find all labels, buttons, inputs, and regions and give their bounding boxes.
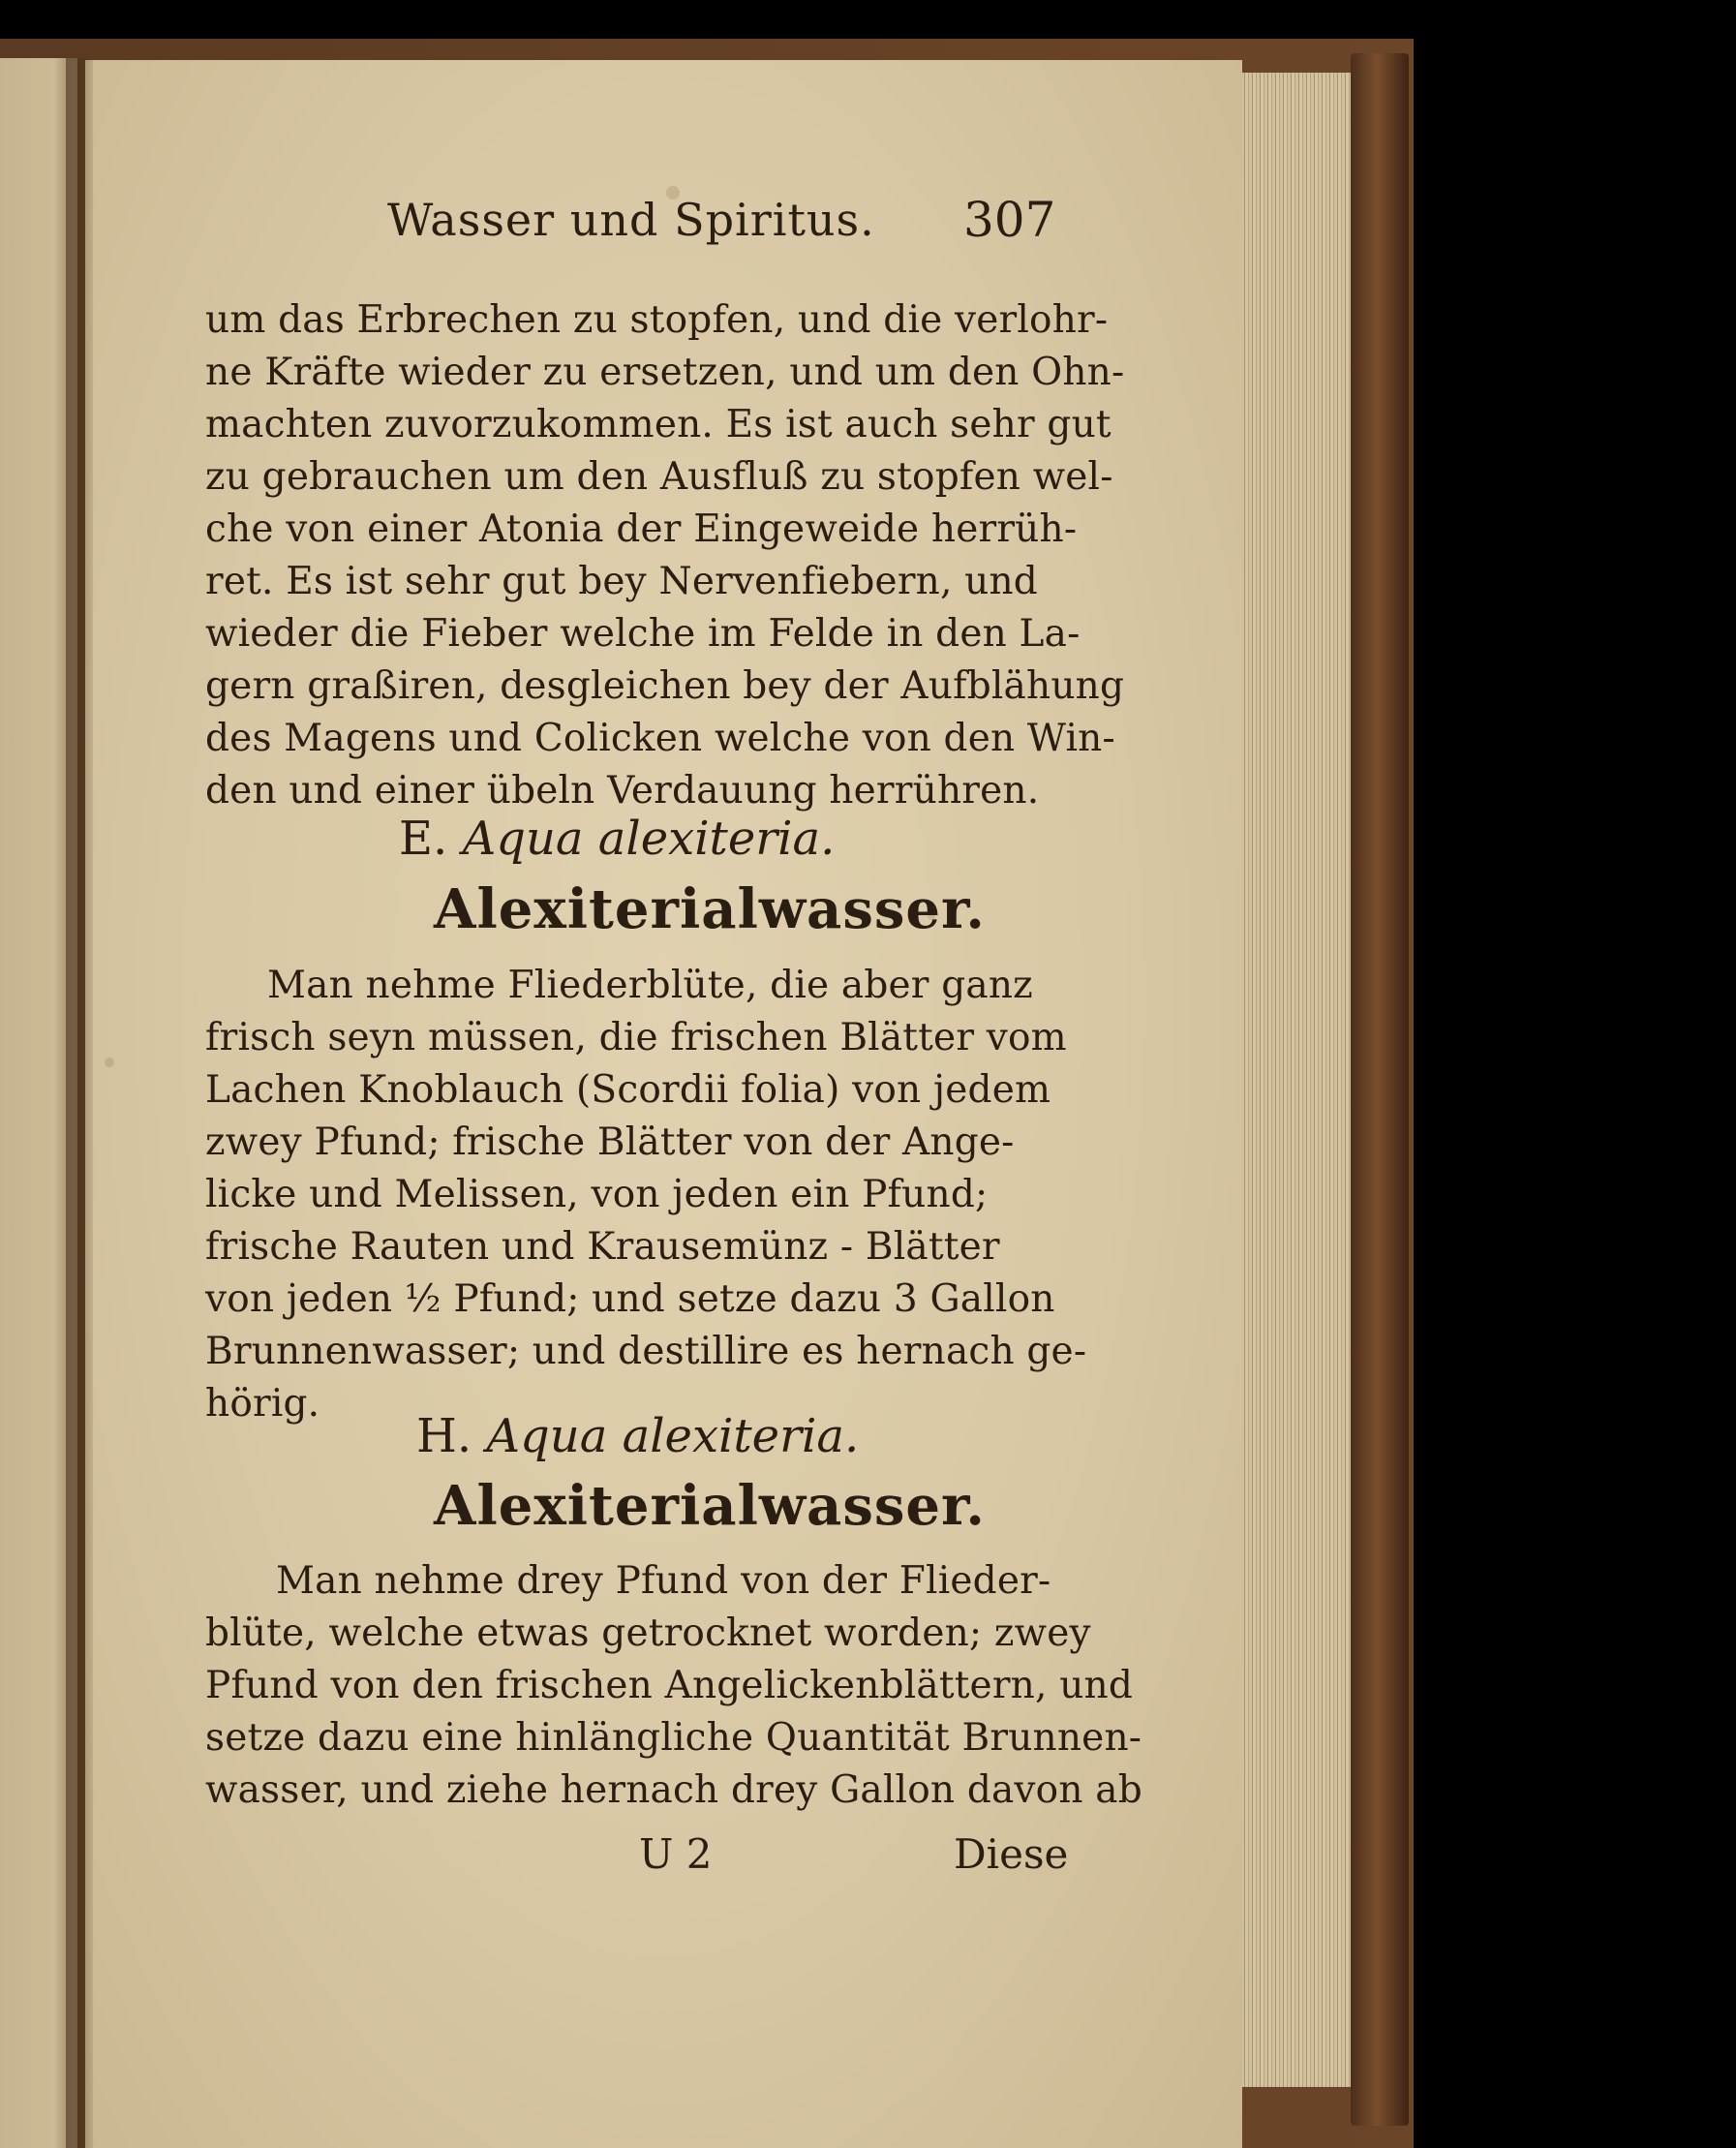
- text-line: zu gebrauchen um den Ausfluß zu stopfen wel-: [205, 455, 1113, 499]
- text-line: von jeden ½ Pfund; und setze dazu 3 Gallon: [205, 1277, 1055, 1321]
- latin-title: Aqua alexiteria.: [486, 1409, 860, 1463]
- text-line: wieder die Fieber welche im Felde in den La-: [205, 612, 1081, 656]
- text-line: hörig.: [205, 1382, 320, 1426]
- section-heading-german: Alexiterialwasser.: [434, 877, 986, 941]
- section-letter: E.: [399, 812, 448, 866]
- text-line: blüte, welche etwas getrocknet worden; zwey: [205, 1611, 1091, 1655]
- text-line: zwey Pfund; frische Blätter von der Ange-: [205, 1120, 1015, 1164]
- text-line: um das Erbrechen zu stopfen, und die verlohr-: [205, 298, 1109, 342]
- text-line: gern graßiren, desgleichen bey der Aufblähung: [205, 664, 1125, 708]
- section-letter: H.: [416, 1409, 472, 1463]
- catchword: Diese: [954, 1830, 1069, 1878]
- section-heading-german: Alexiterialwasser.: [434, 1474, 986, 1538]
- text-line: wasser, und ziehe hernach drey Gallon davon ab: [205, 1768, 1142, 1812]
- latin-title: Aqua alexiteria.: [462, 812, 836, 866]
- text-line: ne Kräfte wieder zu ersetzen, und um den Ohn-: [205, 351, 1125, 394]
- text-line: Lachen Knoblauch (Scordii folia) von jedem: [205, 1068, 1051, 1112]
- section-heading-latin: [399, 812, 835, 866]
- paper-stain: [105, 1058, 114, 1067]
- text-line: licke und Melissen, von jeden ein Pfund;: [205, 1173, 989, 1216]
- page-stack-edges: [1237, 73, 1354, 2087]
- text-line: frisch seyn müssen, die frischen Blätter vom: [205, 1016, 1067, 1059]
- text-line: Brunnenwasser; und destillire es hernach ge-: [205, 1330, 1087, 1373]
- text-line: setze dazu eine hinlängliche Quantität Brunnen-: [205, 1716, 1142, 1760]
- gutter-shadow: [66, 58, 93, 2148]
- signature-mark: U 2: [639, 1830, 713, 1878]
- running-head: Wasser und Spiritus.: [387, 194, 875, 246]
- section-heading-latin: [416, 1409, 859, 1463]
- page-number: 307: [963, 192, 1056, 248]
- text-line: den und einer übeln Verdauung herrühren.: [205, 769, 1040, 813]
- text-line: che von einer Atonia der Eingeweide herrüh-: [205, 507, 1078, 551]
- leather-cover-edge: [1351, 53, 1409, 2126]
- text-line: ret. Es ist sehr gut bey Nervenfiebern, und: [205, 560, 1038, 603]
- text-line: Pfund von den frischen Angelickenblättern, und: [205, 1664, 1133, 1707]
- text-line: des Magens und Colicken welche von den Win-: [205, 717, 1115, 760]
- text-line: machten zuvorzukommen. Es ist auch sehr gut: [205, 403, 1112, 446]
- text-line: frische Rauten und Krausemünz - Blätter: [205, 1225, 1000, 1269]
- text-line: Man nehme drey Pfund von der Flieder-: [276, 1559, 1051, 1603]
- text-line: Man nehme Fliederblüte, die aber ganz: [267, 964, 1033, 1007]
